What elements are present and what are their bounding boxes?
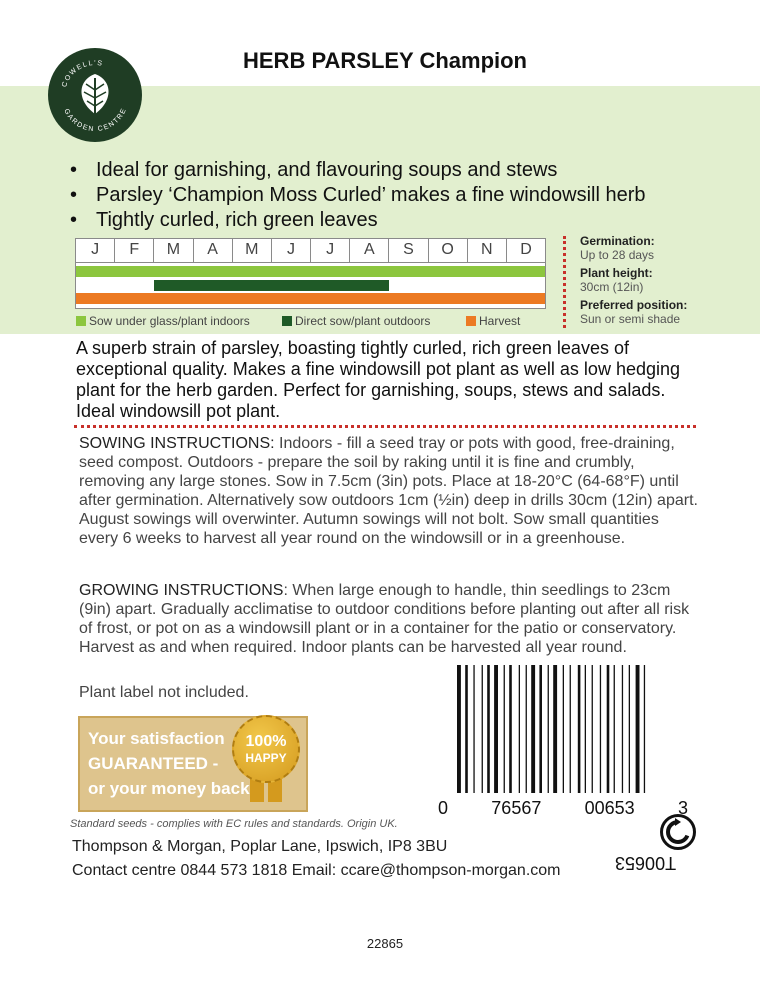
- barcode-bar: [553, 665, 557, 793]
- legend-harvest: [466, 314, 520, 328]
- legend-label: Sow under glass/plant indoors: [89, 314, 250, 328]
- legend-swatch: [282, 316, 292, 326]
- sowing-heading: SOWING INSTRUCTIONS:: [79, 435, 275, 452]
- plant-info: [580, 234, 687, 330]
- barcode-bar: [600, 665, 601, 793]
- barcode-bar: [509, 665, 512, 793]
- month-label: A: [350, 239, 389, 262]
- barcode-bar: [644, 665, 645, 793]
- bullet-item: • Parsley ‘Champion Moss Curled’ makes a fine windowsill herb: [70, 183, 645, 208]
- legend-sow-indoors: [76, 314, 250, 328]
- seal-percent: 100%: [245, 733, 287, 750]
- barcode-bar: [531, 665, 535, 793]
- growing-heading: GROWING INSTRUCTIONS: [79, 582, 284, 599]
- barcode-digit-group: 0: [438, 798, 449, 818]
- bullet-item: • Tightly curled, rich green leaves: [70, 208, 645, 233]
- calendar-bar: [76, 266, 545, 277]
- guarantee-line-3: or your money back: [88, 779, 250, 798]
- product-title: HERB PARSLEY Champion: [243, 48, 527, 73]
- legend-sow-outdoors: [282, 314, 430, 328]
- month-label: A: [194, 239, 233, 262]
- barcode-bar: [563, 665, 564, 793]
- position-label: Preferred position:: [580, 298, 688, 312]
- barcode-bar: [465, 665, 468, 793]
- logo-bottom-text: GARDEN CENTRE: [62, 106, 129, 134]
- plant-label-note: Plant label not included.: [79, 684, 249, 701]
- footer-code: 22865: [366, 936, 404, 951]
- barcode-bar: [504, 665, 505, 793]
- barcode-bar: [585, 665, 586, 793]
- barcode-bar: [578, 665, 581, 793]
- address-line: Thompson & Morgan, Poplar Lane, Ipswich, IP8 3BU: [72, 838, 448, 855]
- barcode-digit-group: 00653: [584, 798, 635, 818]
- guarantee-line-1: Your satisfaction: [88, 729, 225, 748]
- barcode-bar: [548, 665, 549, 793]
- happy-seal-icon: [232, 715, 300, 783]
- barcode-bar: [457, 665, 461, 793]
- barcode-digit-group: 3: [677, 798, 688, 818]
- barcode-digits: [438, 798, 688, 819]
- barcode-bar: [473, 665, 474, 793]
- month-label: N: [468, 239, 507, 262]
- barcode-bar: [636, 665, 640, 793]
- month-label: O: [429, 239, 468, 262]
- info-divider: [563, 236, 566, 328]
- legend-swatch: [466, 316, 476, 326]
- barcode-bar: [607, 665, 610, 793]
- barcode-bar: [629, 665, 630, 793]
- month-label: S: [389, 239, 428, 262]
- contact-line: Contact centre 0844 573 1818 Email: ccare@thompson-morgan.com: [72, 862, 561, 879]
- barcode-bar: [592, 665, 593, 793]
- germination-label: Germination:: [580, 234, 655, 248]
- barcode-bar: [614, 665, 615, 793]
- barcode: [455, 665, 685, 795]
- logo-top-text: COWELL'S: [61, 59, 104, 89]
- section-divider: [74, 425, 696, 428]
- barcode-bar: [487, 665, 490, 793]
- sowing-instructions: [79, 434, 699, 548]
- barcode-digit-group: 76567: [491, 798, 542, 818]
- growing-instructions: [79, 581, 699, 657]
- sowing-calendar: [75, 238, 546, 309]
- barcode-bar: [526, 665, 527, 793]
- feature-bullets: [70, 158, 645, 233]
- calendar-bar: [76, 293, 545, 304]
- month-label: M: [233, 239, 272, 262]
- position-value: Sun or semi shade: [580, 312, 681, 326]
- barcode-bar: [622, 665, 623, 793]
- legend-swatch: [76, 316, 86, 326]
- product-code: T00653: [615, 853, 677, 873]
- germination-value: Up to 28 days: [580, 248, 655, 262]
- barcode-bar: [570, 665, 571, 793]
- month-label: J: [311, 239, 350, 262]
- month-label: J: [76, 239, 115, 262]
- month-label: M: [154, 239, 193, 262]
- legend-label: Harvest: [479, 314, 521, 328]
- guarantee-line-2: GUARANTEED -: [88, 754, 219, 773]
- month-label: J: [272, 239, 311, 262]
- barcode-bar: [494, 665, 498, 793]
- barcode-bar: [539, 665, 542, 793]
- product-description: A superb strain of parsley, boasting tightly curled, rich green leaves of exceptional quality. Makes a fine windowsill pot plant as well as low hedging plant for the herb garden. Perfect for garnishing, soups, stews and salads. Ideal windowsill pot plant.: [76, 338, 681, 421]
- barcode-bar: [482, 665, 483, 793]
- month-label: D: [520, 241, 532, 258]
- height-label: Plant height:: [580, 266, 653, 280]
- leaf-icon: [81, 74, 108, 118]
- calendar-months: [76, 239, 545, 263]
- height-value: 30cm (12in): [580, 280, 644, 294]
- calendar-bar: [154, 280, 389, 291]
- green-dot-recycle-icon: [660, 814, 696, 850]
- sowing-text: Indoors - fill a seed tray or pots with good, free-draining, seed compost. Outdoors - prepare the soil by raking until it is fine and crumbly, removing any large stones. Sow in 7.5cm (3in) pots. Place at 18-20°C (64-68°F) until after germination. Alternatively sow outdoors 1cm (½in) deep in drills 30cm (12in) apart. August sowings will overwinter. Autumn sowings will not bolt. Sow small quantities every 6 weeks to harvest all year round on the windowsill or in a greenhouse.: [79, 435, 698, 547]
- legend-label: Direct sow/plant outdoors: [295, 314, 431, 328]
- barcode-bar: [519, 665, 520, 793]
- seal-word: HAPPY: [245, 751, 287, 765]
- month-label: F: [115, 239, 154, 262]
- bullet-item: • Ideal for garnishing, and flavouring soups and stews: [70, 158, 645, 183]
- fine-print: Standard seeds - complies with EC rules and standards. Origin UK.: [70, 818, 398, 830]
- growing-text: : When large enough to handle, thin seedlings to 23cm (9in) apart. Gradually acclimatise to outdoor conditions before planting out after all risk of frost, or pot on as a windowsill plant or in a container for the patio or conservatory. Harvest as and when required. Indoor plants can be harvested all year round.: [79, 582, 690, 656]
